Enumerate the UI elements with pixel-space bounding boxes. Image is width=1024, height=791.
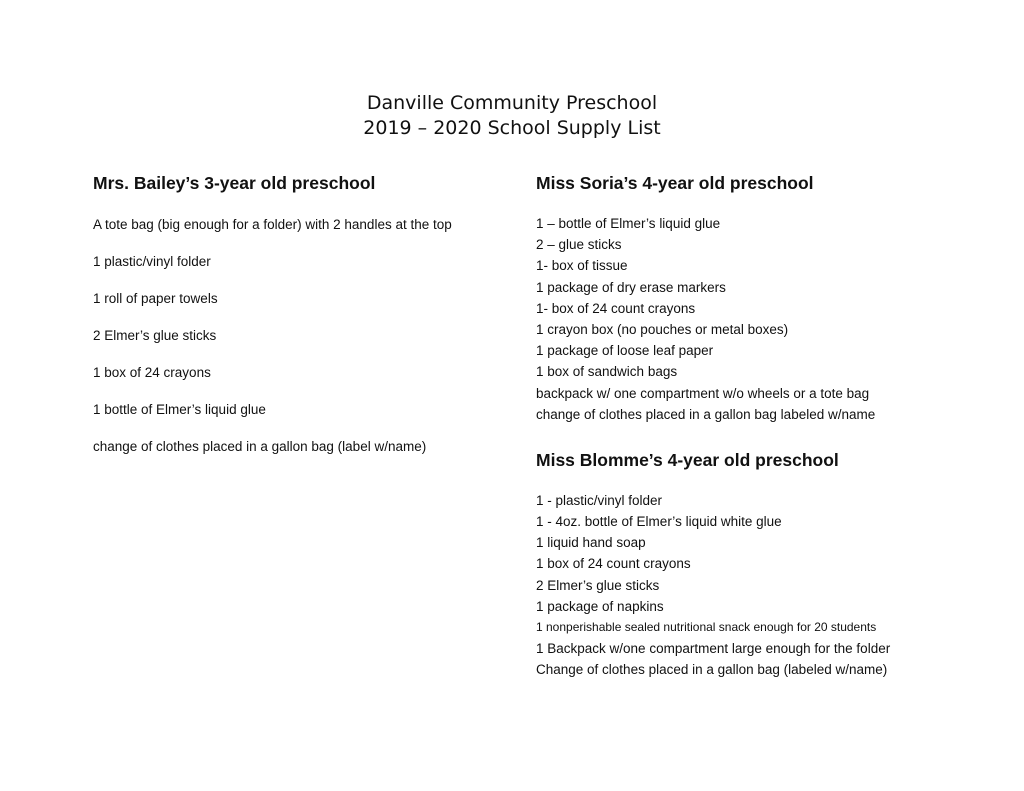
list-item: 1 package of dry erase markers xyxy=(536,279,726,295)
list-item: 1 box of 24 crayons xyxy=(93,365,211,380)
right-column xyxy=(536,172,890,681)
list-item: 1 box of sandwich bags xyxy=(536,364,678,380)
title-line-supply-list: 2019 – 2020 School Supply List xyxy=(363,117,661,139)
list-item: 1 roll of paper towels xyxy=(93,291,218,306)
list-item: 1 nonperishable sealed nutritional snack enough for 20 students xyxy=(536,620,877,634)
list-item: 1 package of napkins xyxy=(536,598,664,614)
list-item: 2 Elmer’s glue sticks xyxy=(93,328,217,343)
list-item: 1- box of tissue xyxy=(536,258,628,274)
section-spacer xyxy=(536,425,890,449)
title-line-school-name: Danville Community Preschool xyxy=(366,92,658,114)
list-item: change of clothes placed in a gallon bag labeled w/name xyxy=(536,406,876,422)
section-soria xyxy=(536,172,890,425)
section-blomme xyxy=(536,449,890,681)
list-item: 1 plastic/vinyl folder xyxy=(93,254,211,269)
list-item: 2 – glue sticks xyxy=(536,237,622,253)
section-heading-soria: Miss Soria’s 4-year old preschool xyxy=(536,173,814,193)
document-title xyxy=(0,91,1024,141)
section-bailey xyxy=(93,172,452,474)
list-item: 1 – bottle of Elmer’s liquid glue xyxy=(536,216,721,231)
list-item: 1 - 4oz. bottle of Elmer’s liquid white glue xyxy=(536,514,782,530)
list-item: 1- box of 24 count crayons xyxy=(536,300,696,316)
list-item: 2 Elmer’s glue sticks xyxy=(536,577,660,593)
list-item: backpack w/ one compartment w/o wheels or a tote bag xyxy=(536,385,870,401)
supply-list-blomme xyxy=(536,490,890,681)
section-heading-bailey: Mrs. Bailey’s 3-year old preschool xyxy=(93,173,376,193)
supply-list-soria xyxy=(536,213,890,425)
list-item: 1 crayon box (no pouches or metal boxes) xyxy=(536,321,789,337)
list-item: 1 Backpack w/one compartment large enough for the folder xyxy=(536,641,891,657)
supply-list-bailey xyxy=(93,215,452,474)
list-item: change of clothes placed in a gallon bag (label w/name) xyxy=(93,439,427,454)
list-item: 1 package of loose leaf paper xyxy=(536,343,714,359)
list-item: Change of clothes placed in a gallon bag (labeled w/name) xyxy=(536,662,888,678)
list-item: 1 box of 24 count crayons xyxy=(536,556,691,572)
list-item: 1 liquid hand soap xyxy=(536,535,646,551)
section-heading-blomme: Miss Blomme’s 4-year old preschool xyxy=(536,449,839,470)
list-item: 1 bottle of Elmer’s liquid glue xyxy=(93,402,266,417)
list-item: A tote bag (big enough for a folder) with 2 handles at the top xyxy=(93,217,452,232)
list-item: 1 - plastic/vinyl folder xyxy=(536,492,663,508)
